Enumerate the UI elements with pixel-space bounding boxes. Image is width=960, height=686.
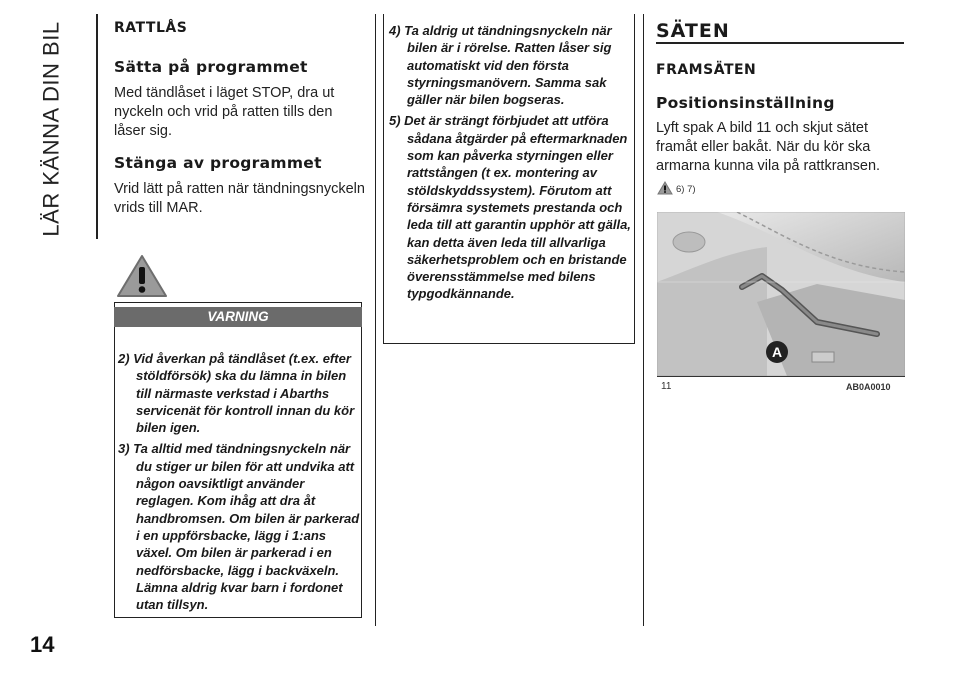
paragraph-positionsinstallning: Lyft spak A bild 11 och skjut sätet framåt eller bakåt. När du kör ska armarna kunna vila på rattkransen. [656,120,881,174]
figure-number: 11 [661,381,672,392]
running-title [32,14,72,244]
paragraph-stanga-av: Vrid lätt på ratten när tändningsnyckeln vrids till MAR. [114,181,365,216]
callout-a-label: A [771,344,783,360]
warning-item-5: 5) Det är strängt förbjudet att utföra sådana åtgärder på eftermarknaden som kan påverka styrningen eller rattstången (t ex. montering av stöldskyddssystem). Förutom att försämra systemets prestanda och leda till att garantin upphör att gälla, kan detta även leda till allvarliga säkerhetsproblem och en bristande överensstämmelse med bilens typgodkännande. [389,113,631,302]
warning-list-col2 [389,22,633,307]
subheading-framsaten: FRAMSÄTEN [656,62,757,78]
warning-item-2: 2) Vid åverkan på tändlåset (t.ex. efter stöldförsök) ska du lämna in bilen till närmaste verkstad i Abarths servicenät för kontroll innan du kör bilen igen. [118,351,355,436]
warning-item-3: 3) Ta alltid med tändningsnyckeln när du stiger ur bilen för att undvika att någon oavsiktligt använder reglagen. Kom ihåg att dra åt handbromsen. Om bilen är parkerad i en uppförsbacke, lägg i 1:ans växel. Om bilen är parkerad i en nedförsbacke, lägg i backväxeln. Lämna aldrig kvar barn i fordonet utan tillsyn. [118,441,360,613]
running-title-text: LÄR KÄNNA DIN BIL [39,21,65,237]
warning-triangle-icon [116,253,168,299]
warning-item-4: 4) Ta aldrig ut tändningsnyckeln när bilen är i rörelse. Ratten låser sig automatiskt vid den första styrningsmanövern. Samma sak gäller när bilen bogseras. [389,23,612,108]
page-number: 14 [30,632,55,657]
figure-code: AB0A0010 [846,382,891,392]
subheading-stanga-av: Stänga av programmet [114,154,322,172]
section-heading-saten: SÄTEN [656,20,730,42]
column-divider-2 [643,14,644,626]
subheading-positionsinstallning: Positionsinställning [656,94,835,112]
warning-list-col1 [118,350,362,617]
warning-label: VARNING [114,307,362,327]
subheading-satta-pa: Sätta på programmet [114,58,308,76]
warning-reference: 6) 7) [676,184,696,195]
side-rule [96,14,98,239]
section-heading-rattlas: RATTLÅS [114,20,188,36]
column-divider-1 [375,14,376,626]
heading-underline [656,42,904,44]
paragraph-satta-pa: Med tändlåset i läget STOP, dra ut nyckeln och vrid på ratten tills den låser sig. [114,85,335,139]
warning-triangle-small-icon [657,181,673,195]
figure-caption-rule [657,376,905,377]
